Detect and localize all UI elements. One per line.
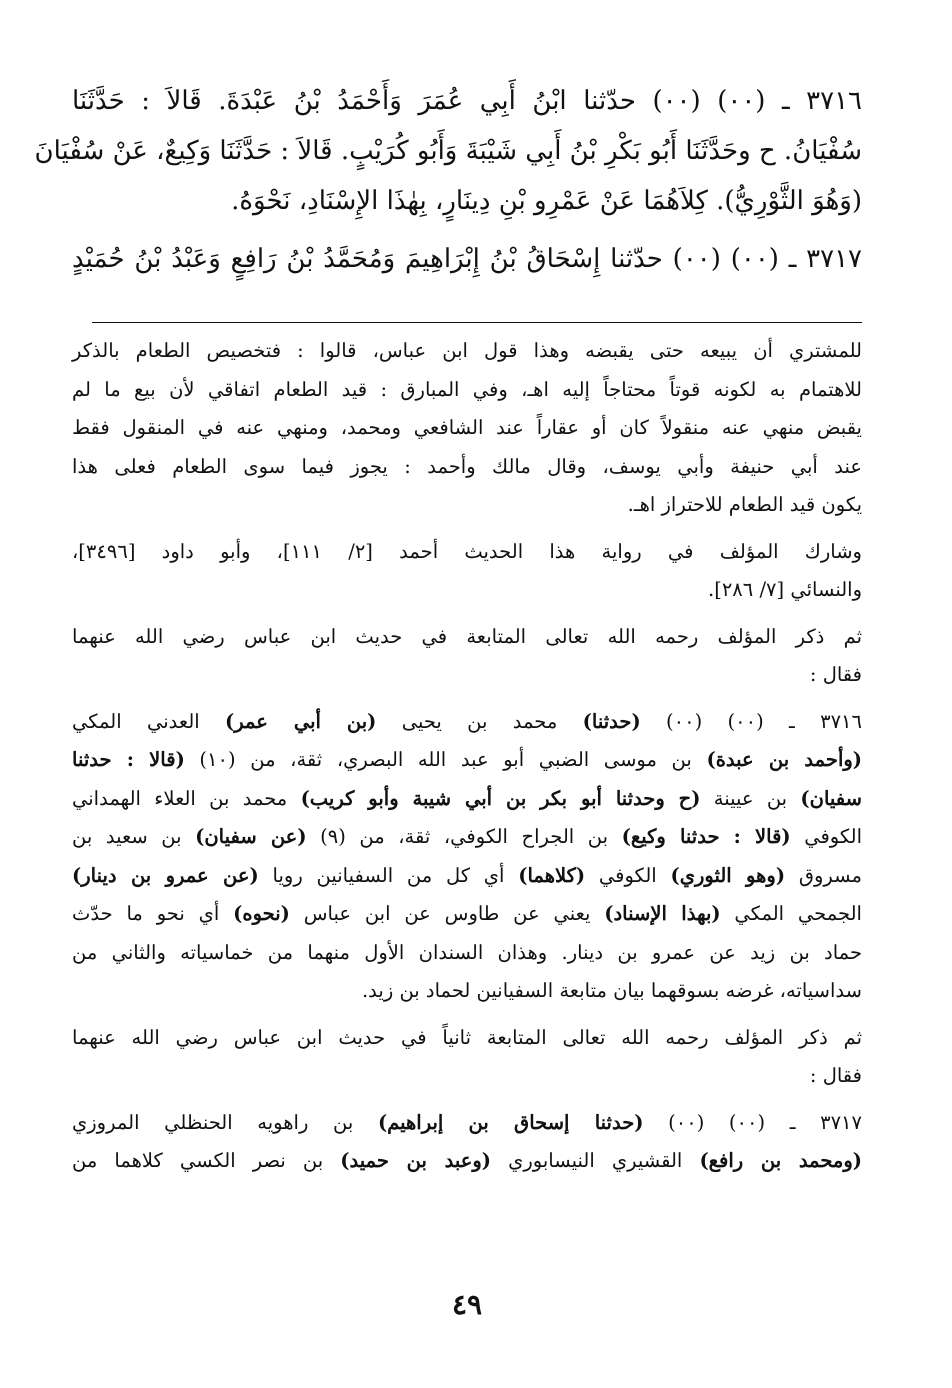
hadith-gap [72,226,862,234]
bold-run: (كلاهما) [518,863,586,887]
commentary-paragraph [72,1104,862,1181]
text-run: بن الجراح الكوفي، ثقة، من (٩) [306,825,622,848]
text-run: أي نحو ما حدّث [72,902,234,925]
hadith-line: سُفْيَانُ. ح وحَدَّثَنَا أَبُو بَكْرِ بْنُ أَبِي شَيْبَةَ وَأَبُو كُرَيْبٍ. قَالاَ : حَدَّثَنَا وَكِيعٌ، عَنْ سُفْيَانَ [34,136,862,166]
text-line [72,1104,862,1143]
text-line: فقال : [809,663,862,686]
text-line [72,1142,862,1181]
bold-run: (عن سفيان) [195,825,307,848]
commentary-paragraph [72,618,862,695]
bold-run: سفيان) [800,786,862,810]
bold-run: (حدثنا) [582,709,641,733]
bold-run: (نحوه) [233,902,290,925]
text-run: ٣٧١٦ ـ (٠٠) (٠٠) [640,709,862,733]
bold-run: (وعبد بن حميد) [340,1149,491,1172]
text-line: سداسياته، غرضه بسوقهما بيان متابعة السفيانين لحماد بن زيد. [361,979,862,1002]
text-run: الكوفي [790,825,862,848]
bold-run: (بن أبي عمر) [225,709,377,733]
footnote-separator [92,322,862,323]
text-run: بن نصر الكسي كلاهما من [72,1149,341,1172]
text-run: بن عيينة [700,786,801,810]
page-number: ٤٩ [451,1288,483,1321]
bold-run: (قالا : حدثنا وكيع) [621,825,791,848]
text-line [72,895,862,934]
text-line: حماد بن زيد عن عمرو بن دينار. وهذان السندان الأول منهما من خماسياته والثاني من [72,940,862,964]
text-run: بن راهويه الحنظلي المروزي [72,1110,378,1134]
text-run: مسروق [785,863,862,887]
commentary-paragraph [72,533,862,610]
text-line [72,741,862,780]
text-line: للاهتمام به لكونه قوتاً محتاجاً إليه اهـ، وفي المبارق : قيد الطعام اتفاقي لأن بيع ما لم [72,377,862,401]
bold-run: (ح وحدثنا أبو بكر بن أبي شيبة وأبو كريب) [300,786,701,810]
commentary-paragraph [72,703,862,1011]
bold-run: (وأحمد بن عبدة) [706,748,863,771]
text-run: القشيري النيسابوري [491,1149,700,1172]
hadith-text [34,76,863,284]
text-line: ثم ذكر المؤلف رحمه الله تعالى المتابعة ثانياً في حديث ابن عباس رضي الله عنهما [72,1025,862,1049]
commentary [72,332,862,1189]
bold-run: (حدثنا إسحاق بن إبراهيم) [377,1110,644,1134]
text-line: وشارك المؤلف في رواية هذا الحديث أحمد [٢/ ١١١]، وأبو داود [٣٤٩٦]، [72,539,862,563]
text-run: يعني عن طاوس عن ابن عباس [289,902,605,925]
text-run: العدني المكي [72,709,226,733]
hadith-line: ٣٧١٧ ـ (٠٠) (٠٠) حدّثنا إِسْحَاقُ بْنُ إِبْرَاهِيمَ وَمُحَمَّدُ بْنُ رَافِعٍ وَعَبْدُ بْنُ حُمَيْدٍ [72,244,863,274]
text-line: ثم ذكر المؤلف رحمه الله تعالى المتابعة في حديث ابن عباس رضي الله عنهما [72,624,862,648]
text-line [72,703,862,742]
bold-run: (وهو الثوري) [670,863,786,887]
text-line: للمشتري أن يبيعه حتى يقبضه وهذا قول ابن عباس، قالوا : فتخصيص الطعام بالذكر [72,339,862,362]
text-line: والنسائي [٧/ ٢٨٦]. [708,578,862,601]
text-line: عند أبي حنيفة وأبي يوسف، وقال مالك وأحمد : يجوز فيما سوى الطعام فعلى هذا [72,454,862,478]
hadith-line: ٣٧١٦ ـ (٠٠) (٠٠) حدّثنا ابْنُ أَبِي عُمَرَ وَأَحْمَدُ بْنُ عَبْدَةَ. قَالاَ : حَدَّثَنَا [72,86,862,116]
text-line: يكون قيد الطعام للاحتراز اهـ. [627,493,862,516]
text-run: الكوفي [585,863,671,887]
text-line: يقبض منهي عنه منقولاً كان أو عقاراً عند الشافعي ومحمد، ومنهي عنه في المنقول فقط [72,416,862,439]
text-run: ٣٧١٧ ـ (٠٠) (٠٠) [643,1110,863,1134]
text-run: بن موسى الضبي أبو عبد الله البصري، ثقة، من (١٠) [184,748,707,771]
commentary-paragraph [72,1019,862,1096]
text-line [72,857,862,896]
text-run: محمد بن يحيى [376,709,583,733]
text-line: فقال : [809,1064,862,1087]
hadith-line: (وَهُوَ الثَّوْرِيُّ). كِلاَهُمَا عَنْ عَمْرِو بْنِ دِينَارٍ، بِهٰذَا الإِسْنَادِ، نَحْوَهُ. [231,186,862,216]
bold-run: (عن عمرو بن دينار) [72,863,259,887]
bold-run: (بهذا الإسناد) [604,902,721,925]
commentary-paragraph [72,332,862,525]
text-line [72,818,862,857]
bold-run: (ومحمد بن رافع) [699,1149,863,1172]
book-page [34,0,863,1388]
text-run: بن سعيد بن [72,825,196,848]
text-run: محمد بن العلاء الهمداني [72,786,301,810]
text-run: الجمحي المكي [720,902,862,925]
text-run: أي كل من السفيانين رويا [258,863,519,887]
text-line [72,780,862,819]
bold-run: (قالا : حدثنا [72,748,185,771]
